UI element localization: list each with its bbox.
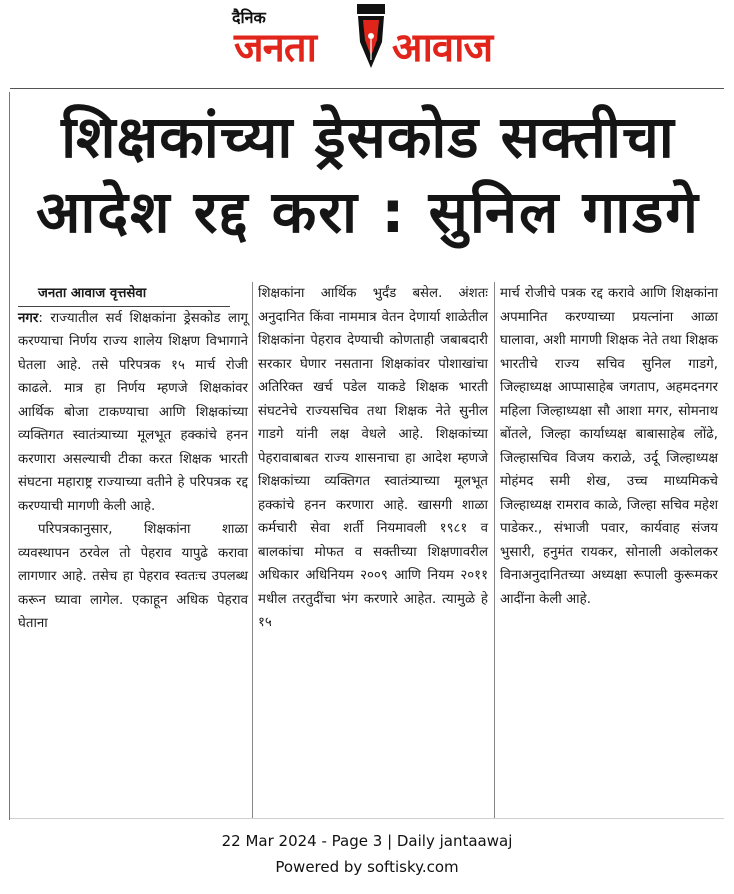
dateline: नगर (18, 310, 39, 326)
footer-divider (10, 818, 724, 819)
article-column-2 (258, 282, 488, 635)
footer-page-info: 22 Mar 2024 - Page 3 | Daily jantaawaj (221, 832, 513, 850)
article-column-3-text: मार्च रोजीचे पत्रक रद्द करावे आणि शिक्षकांना अपमानित करण्याच्या प्रयत्नांना आळा घालावा, अशी मागणी शिक्षक नेते तथा शिक्षक भारतीचे राज्य सचिव सुनिल गाडगे, जिल्हाध्यक्ष आप्पासाहेब जगताप, अहमदनगर महिला जिल्हाध्यक्षा सौ आशा मगर, सोमनाथ बोंतले, जिल्हा कार्याध्यक्ष बाबासाहेब लोंढे, जिल्हासचिव विजय कराळे, उर्दू जिल्हाध्यक्ष मोहंमद समी शेख, उच्च माध्यमिकचे जिल्हाध्यक्ष रामराव काळे, जिल्हा सचिव महेश पाडेकर., संभाजी पवार, कार्यवाह संजय भुसारी, हनुमंत रायकर, सोनाली अकोलकर विनाअनुदानितच्या अध्यक्षा रूपाली कुरूमकर आदींना केली आहे. (500, 286, 718, 607)
byline: जनता आवाज वृत्तसेवा (38, 286, 147, 301)
masthead (0, 0, 734, 88)
footer-powered-by-link[interactable]: Powered by softisky.com (275, 858, 459, 876)
masthead-title-part1: जनता (234, 25, 317, 71)
article-column-1 (18, 282, 248, 636)
article-column-2-text: शिक्षकांना आर्थिक भुर्दंड बसेल. अंशतः अनुदानित किंवा नाममात्र वेतन देणार्या शाळेतील शिक्षकांना पेहराव देण्याची कोणताही जबाबदारी सरकार घेणार नसताना शिक्षकांवर पोशाखांचा अतिरिक्त खर्च पडेल याकडे शिक्षक भारती संघटनेचे राज्यसचिव तथा शिक्षक नेते सुनील गाडगे यांनी लक्ष वेधले आहे. शिक्षकांच्या पेहरावाबाबत राज्य शासनाचा हा आदेश म्हणजे शिक्षकांच्या व्यक्तिगत स्वातंत्र्याच्या मूलभूत हक्कांचे हनन करणारा आहे. खासगी शाळा कर्मचारी सेवा शर्ती नियमावली १९८१ व बालकांचा मोफत व सक्तीच्या शिक्षणावरील अधिकार अधिनियम २००९ आणि नियम २०११ मधील तरतुदींचा भंग करणारे आहेत. त्यामुळे हे १५ (258, 286, 488, 630)
masthead-title-part2: आवाज (392, 25, 493, 71)
article-paragraph-1 (18, 307, 248, 519)
page-left-border (9, 92, 10, 820)
column-divider (252, 282, 253, 818)
column-divider (494, 282, 495, 818)
header-divider (10, 88, 724, 89)
fountain-pen-nib-icon (354, 2, 388, 72)
masthead-prefix: दैनिक (232, 8, 266, 27)
article-paragraph-1-text: : राज्यातील सर्व शिक्षकांना ड्रेसकोड लागू करण्याचा निर्णय राज्य शालेय शिक्षण विभागाने घेतला आहे. तसे परिपत्रक १५ मार्च रोजी काढले. मात्र हा निर्णय म्हणजे शिक्षकांवर आर्थिक बोजा टाकण्याचा आणि शिक्षकांच्या व्यक्तिगत स्वातंत्र्याच्या मूलभूत हक्कांचे हनन करणारा असल्याची टीका करत शिक्षक भारती संघटना महाराष्ट्र राज्याच्या वतीने हे परिपत्रक रद्द करण्याची मागणी केली आहे. (18, 310, 248, 514)
article-paragraph-2: परिपत्रकानुसार, शिक्षकांना शाळा व्यवस्थापन ठरवेल तो पेहराव यापुढे करावा लागणार आहे. तसेच हा पेहराव स्वतःच उपलब्ध करून घ्यावा लागेल. एकाहून अधिक पेहराव घेताना (18, 522, 248, 631)
article-headline (18, 100, 718, 248)
article-column-3 (500, 282, 718, 611)
headline-line-1: शिक्षकांच्या ड्रेसकोड सक्तीचा (61, 103, 675, 171)
headline-line-2: आदेश रद्द करा : सुनिल गाडगे (36, 178, 700, 246)
